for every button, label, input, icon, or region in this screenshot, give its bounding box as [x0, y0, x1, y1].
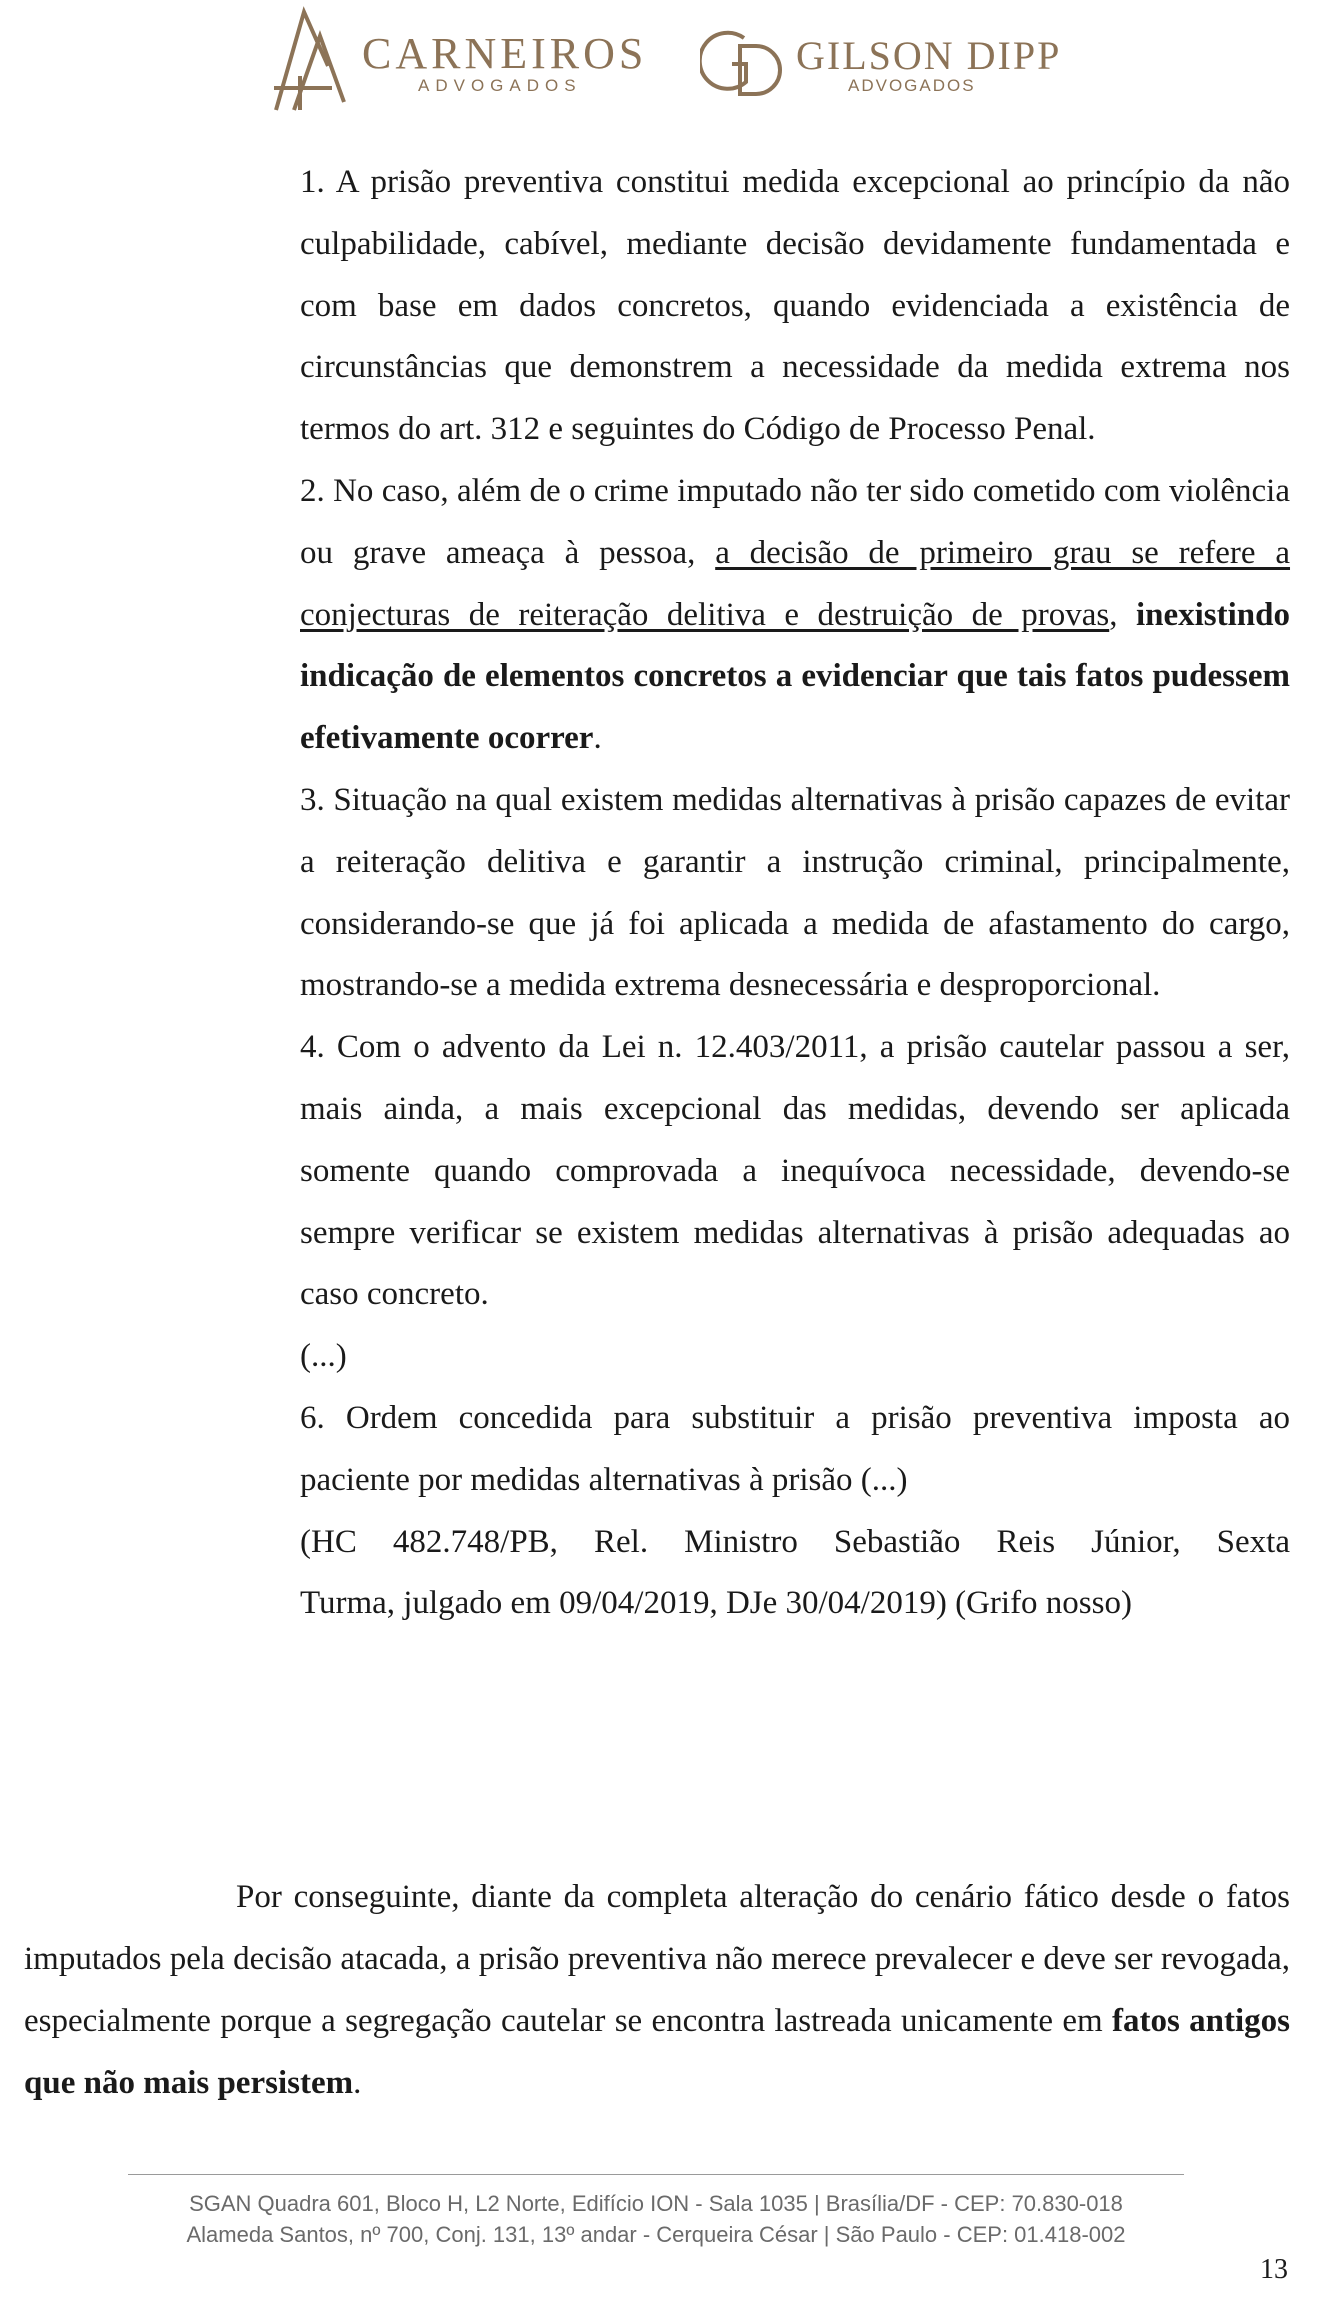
quote-item-2-underlined: a decisão de primeiro grau se refere a conjecturas de reiteração delitiva e destruição de provas: [300, 534, 1291, 633]
body-paragraph-text: Por conseguinte, diante da completa alteração do cenário fático desde o fatos imputados pela decisão atacada, a prisão preventiva não merece prevalecer e deve ser revogada, especialmente porque a segregação cautelar se encontra lastreada unicamente em: [24, 1879, 1290, 2039]
quote-citation-line-1: (HC 482.748/PB, Rel. Ministro Sebastião Reis Júnior, Sexta: [300, 1523, 1290, 1560]
page-number: 13: [1260, 2254, 1288, 2285]
body-paragraph: [24, 1866, 1290, 2114]
quote-item-1: 1. A prisão preventiva constitui medida excepcional ao princípio da não culpabilidade, cabível, mediante decisão devidamente fundamentada e com base em dados concretos, quando evidenciada a existência de circunstâncias que demonstrem a necessidade da medida extrema nos termos do art. 312 e seguintes do Código de Processo Penal.: [300, 164, 1290, 448]
quote-item-3: 3. Situação na qual existem medidas alternativas à prisão capazes de evitar a reiteração delitiva e garantir a instrução criminal, principalmente, considerando-se que já foi aplicada a medida de afastamento do cargo, mostrando-se a medida extrema desnecessária e desproporcional.: [300, 781, 1290, 1004]
carneiros-logo: [270, 6, 650, 116]
footer-addresses: [128, 2188, 1184, 2250]
gilson-dipp-logo-name: GILSON DIPP: [796, 33, 1062, 78]
quote-item-6: 6. Ordem concedida para substituir a prisão preventiva imposta ao paciente por medidas alternativas à prisão (...): [300, 1399, 1290, 1498]
footer-divider: [128, 2174, 1184, 2175]
body-paragraph-bold: fatos antigos que não mais persistem: [24, 2003, 1290, 2101]
quote-citation-line-2: Turma, julgado em 09/04/2019, DJe 30/04/2019) (Grifo nosso): [300, 1585, 1132, 1622]
quote-item-2-comma: ,: [1109, 596, 1136, 633]
quote-ellipsis: (...): [300, 1338, 347, 1375]
gilson-dipp-logo: [700, 6, 1070, 116]
quote-item-2-bold: inexistindo indicação de elementos concretos a evidenciar que tais fatos pudessem efetivamente ocorrer: [300, 596, 1291, 757]
quote-item-2-end: .: [593, 720, 602, 757]
carneiros-logo-name: CARNEIROS: [362, 29, 648, 78]
footer-address-sao-paulo: Alameda Santos, nº 700, Conj. 131, 13º andar - Cerqueira César | São Paulo - CEP: 01.418-002: [186, 2222, 1126, 2247]
carneiros-logo-subtitle: ADVOGADOS: [418, 76, 582, 95]
gilson-dipp-logo-subtitle: ADVOGADOS: [848, 76, 976, 95]
quote-item-2-text: 2. No caso, além de o crime imputado não ter sido cometido com violência ou grave ameaça à pessoa,: [300, 472, 1290, 571]
gilson-dipp-logo-mark-icon: [700, 24, 790, 104]
quote-item-2: [300, 461, 1290, 770]
quote-item-4: 4. Com o advento da Lei n. 12.403/2011, a prisão cautelar passou a ser, mais ainda, a mais excepcional das medidas, devendo ser aplicada somente quando comprovada a inequívoca necessidade, devendo-se sempre verificar se existem medidas alternativas à prisão adequadas ao caso concreto.: [300, 1029, 1290, 1313]
body-paragraph-end: .: [353, 2065, 362, 2101]
footer-address-brasilia: SGAN Quadra 601, Bloco H, L2 Norte, Edifício ION - Sala 1035 | Brasília/DF - CEP: 70.830-018: [189, 2191, 1123, 2216]
carneiros-logo-mark-icon: [270, 6, 354, 116]
header-logos: [270, 6, 1070, 116]
jurisprudence-quote: [300, 152, 1290, 1635]
